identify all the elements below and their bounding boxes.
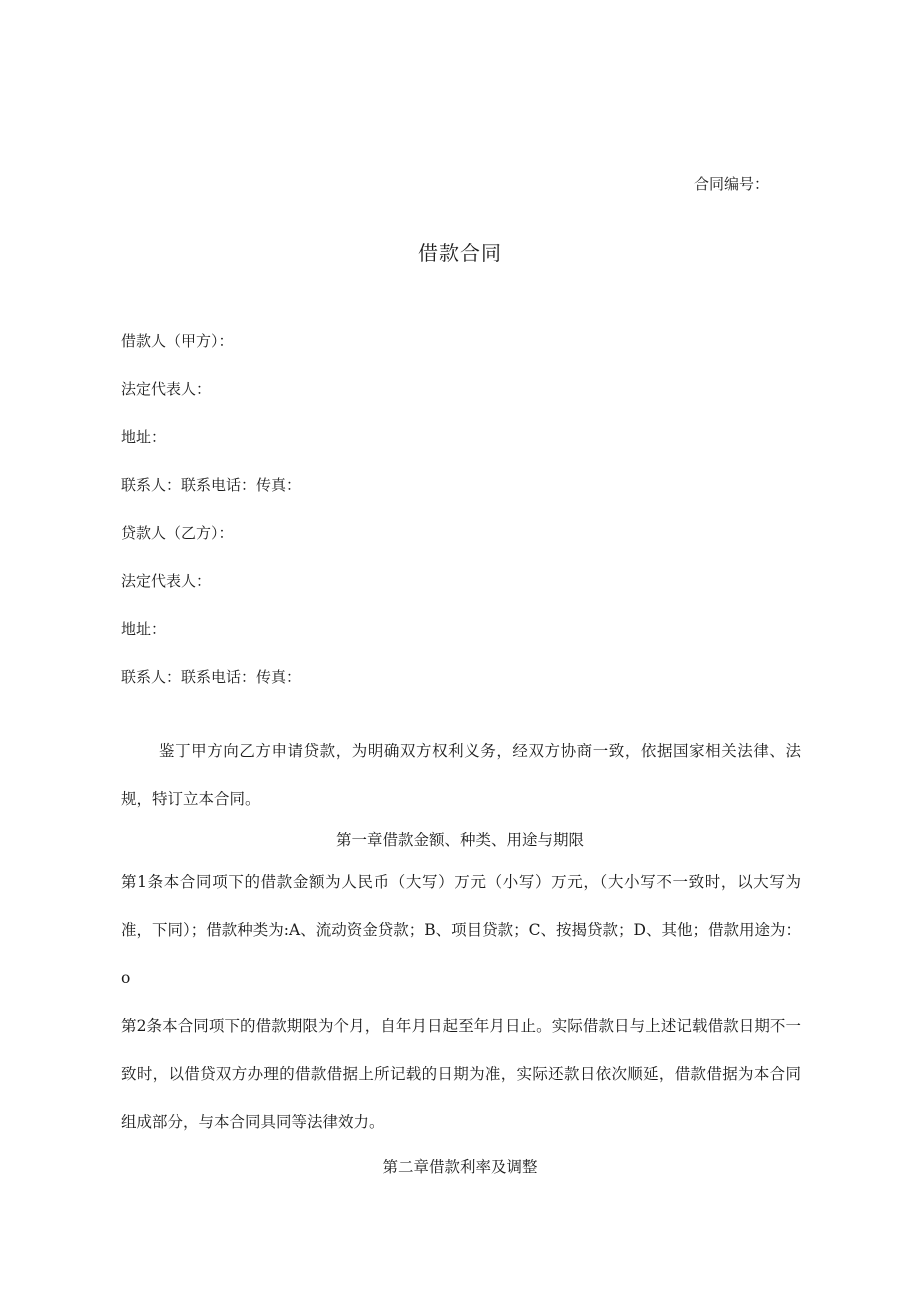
- preamble-paragraph: 鉴丁甲方向乙方申请贷款，为明确双方权利义务，经双方协商一致，依据国家相关法律、法规，特订立本合同。: [121, 742, 801, 808]
- article-1-paragraph: 第1条本合同项下的借款金额为人民币（大写）万元（小写）万元，（大小写不一致时，以大写为准，下同）；借款种类为:A、流动资金贷款；B、项目贷款；C、按揭贷款；D、其他；借款用途为：o: [121, 873, 801, 987]
- borrower-representative-line: 法定代表人：: [121, 380, 212, 398]
- borrower-line: 借款人（甲方）：: [121, 332, 234, 350]
- chapter-2-heading: 第二章借款利率及调整: [382, 1158, 538, 1176]
- lender-contact-line: 联系人：联系电话：传真：: [121, 668, 302, 686]
- contract-number-label: 合同编号：: [694, 175, 770, 193]
- borrower-address-line: 地址：: [121, 428, 167, 446]
- lender-address-line: 地址：: [121, 620, 167, 638]
- borrower-contact-line: 联系人：联系电话：传真：: [121, 476, 302, 494]
- article-2-paragraph: 第2条本合同项下的借款期限为个月，自年月日起至年月日止。实际借款日与上述记载借款日期不一致时，以借贷双方办理的借款借据上所记载的日期为准，实际还款日依次顺延，借款借据为本合同组成部分，与本合同具同等法律效力。: [121, 1017, 801, 1131]
- lender-representative-line: 法定代表人：: [121, 572, 212, 590]
- lender-line: 贷款人（乙方）：: [121, 524, 234, 542]
- document-title: 借款合同: [418, 241, 502, 265]
- chapter-1-heading: 第一章借款金额、种类、用途与期限: [335, 831, 584, 849]
